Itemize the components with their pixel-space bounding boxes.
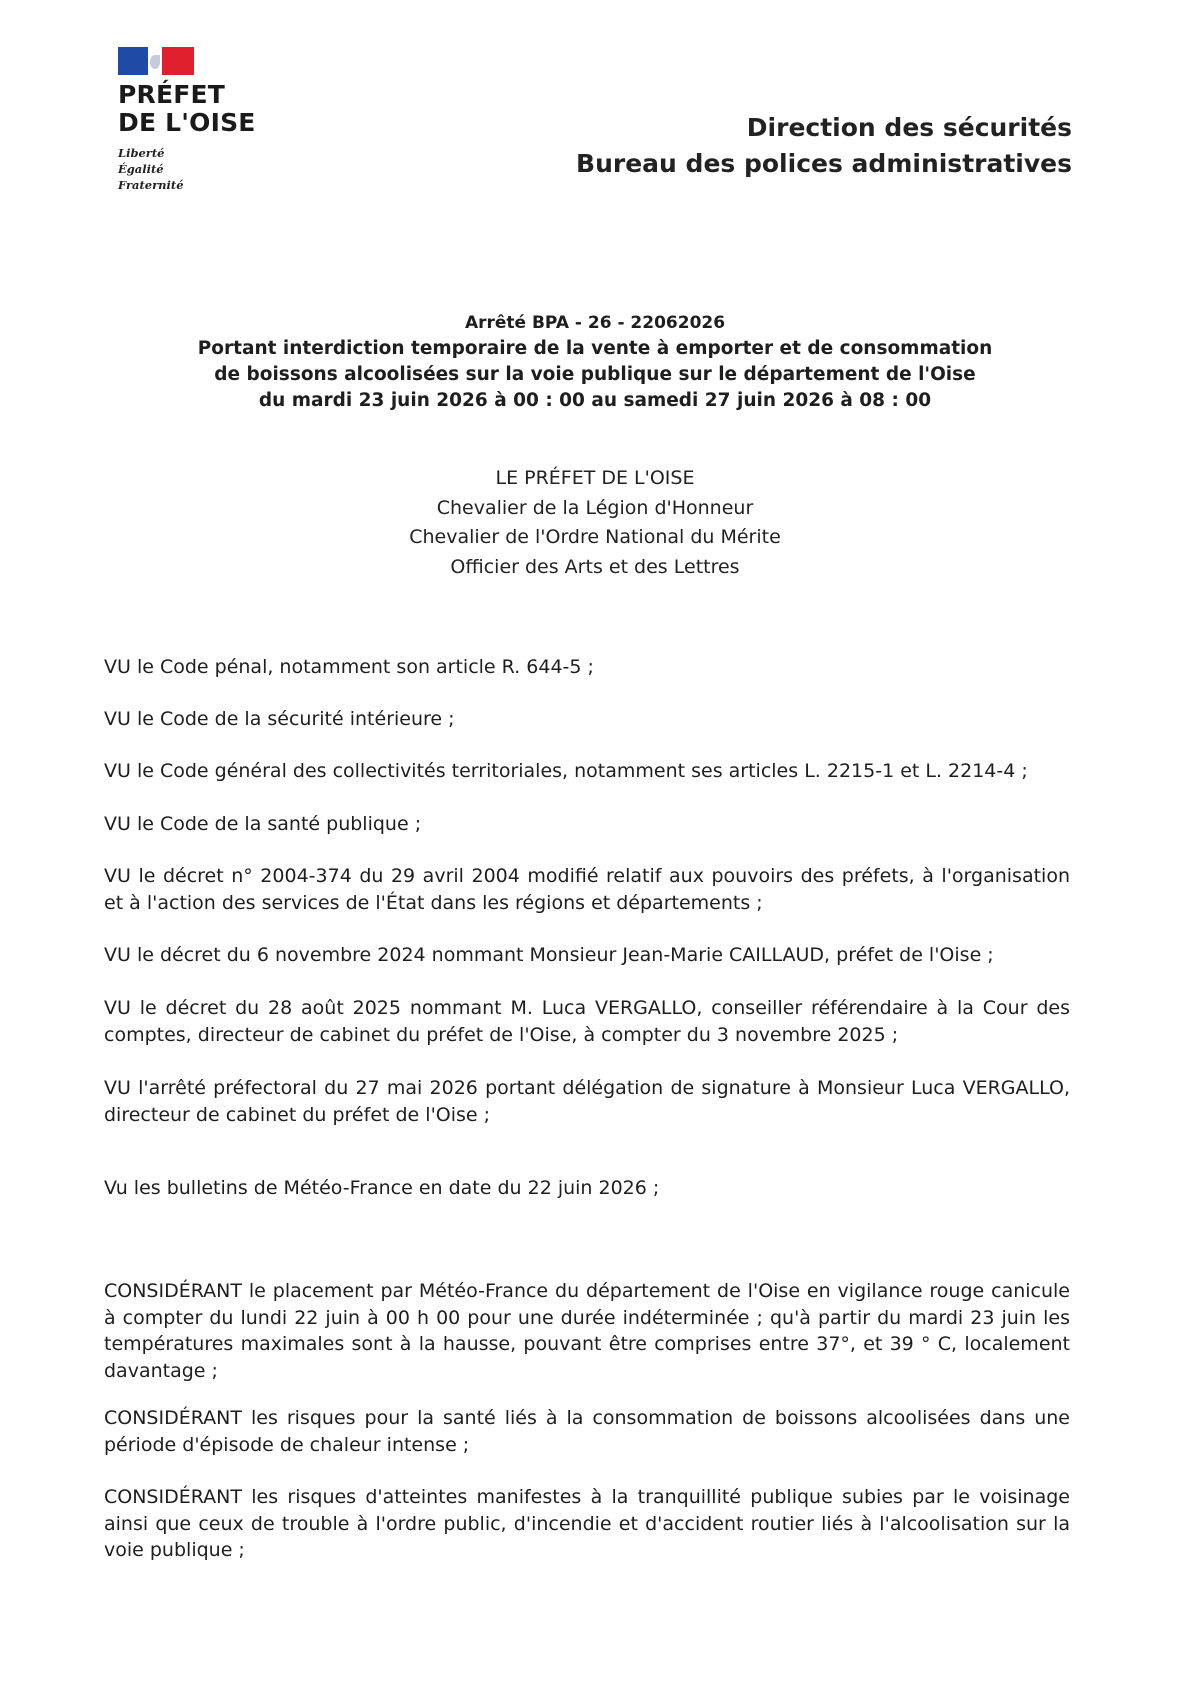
visa-paragraph: VU le Code de la sécurité intérieure ; — [104, 708, 455, 730]
decree-title-line-1: Portant interdiction temporaire de la vente à emporter et de consommation — [197, 338, 993, 359]
visa-paragraph: VU le Code pénal, notamment son article R. 644-5 ; — [104, 656, 594, 678]
decree-reference: Arrêté BPA - 26 - 22062026 — [464, 313, 726, 333]
considerant-paragraph: CONSIDÉRANT les risques d'atteintes manifestes à la tranquillité publique subies par le voisinage ainsi que ceux de trouble à l'ordre public, d'incendie et d'accident routier liés à l'alcoolisation sur la voie publique ; — [104, 1486, 1070, 1561]
decree-title-line-3: du mardi 23 juin 2026 à 00 : 00 au samedi 27 juin 2026 à 08 : 00 — [258, 390, 932, 411]
visa-paragraph: Vu les bulletins de Météo-France en date du 22 juin 2026 ; — [104, 1177, 660, 1199]
visa-paragraph: VU l'arrêté préfectoral du 27 mai 2026 portant délégation de signature à Monsieur Luca VERGALLO, directeur de cabinet du préfet de l'Oise ; — [104, 1077, 1070, 1126]
considerant-paragraph: CONSIDÉRANT les risques pour la santé liés à la consommation de boissons alcoolisées dans une période d'épisode de chaleur intense ; — [104, 1407, 1070, 1456]
bureau-name: Bureau des polices administratives — [576, 149, 1072, 178]
french-republic-flag-icon — [118, 47, 194, 75]
visa-paragraph: VU le Code général des collectivités territoriales, notamment ses articles L. 2215-1 et L. 2214-4 ; — [104, 760, 1028, 782]
considerant-paragraph: CONSIDÉRANT le placement par Météo-France du département de l'Oise en vigilance rouge canicule à compter du lundi 22 juin à 00 h 00 pour une durée indéterminée ; qu'à partir du mardi 23 juin les températures maximales sont à la hausse, pouvant être comprises entre 37°, et 39 ° C, localement davantage ; — [104, 1280, 1070, 1382]
direction-name: Direction des sécurités — [746, 113, 1072, 142]
prefect-distinction: Chevalier de la Légion d'Honneur — [436, 496, 754, 519]
authority-line-2: DE L'OISE — [118, 108, 256, 137]
decree-title-line-2: de boissons alcoolisées sur la voie publique sur le département de l'Oise — [214, 364, 976, 385]
prefecture-logo — [118, 47, 278, 193]
prefect-distinction: Officier des Arts et des Lettres — [450, 555, 740, 578]
prefect-name: LE PRÉFET DE L'OISE — [495, 467, 695, 489]
decree-title — [0, 310, 1190, 414]
republic-motto — [118, 145, 278, 193]
motto-fraternite: Fraternité — [118, 178, 184, 192]
visa-paragraph: VU le décret du 28 août 2025 nommant M. Luca VERGALLO, conseiller référendaire à la Cour des comptes, directeur de cabinet du préfet de l'Oise, à compter du 3 novembre 2025 ; — [104, 997, 1070, 1046]
issuing-service — [576, 110, 1072, 182]
prefect-distinction: Chevalier de l'Ordre National du Mérite — [409, 526, 781, 548]
visa-paragraph: VU le décret n° 2004-374 du 29 avril 2004 modifié relatif aux pouvoirs des préfets, à l'organisation et à l'action des services de l'État dans les régions et départements ; — [104, 865, 1070, 914]
motto-liberte: Liberté — [118, 146, 165, 160]
authority-line-1: PRÉFET — [118, 80, 226, 109]
motto-egalite: Égalité — [118, 162, 164, 176]
visa-paragraph: VU le Code de la santé publique ; — [104, 813, 422, 835]
prefect-identity — [0, 464, 1190, 582]
visa-paragraph: VU le décret du 6 novembre 2024 nommant Monsieur Jean-Marie CAILLAUD, préfet de l'Oise ; — [104, 944, 994, 966]
